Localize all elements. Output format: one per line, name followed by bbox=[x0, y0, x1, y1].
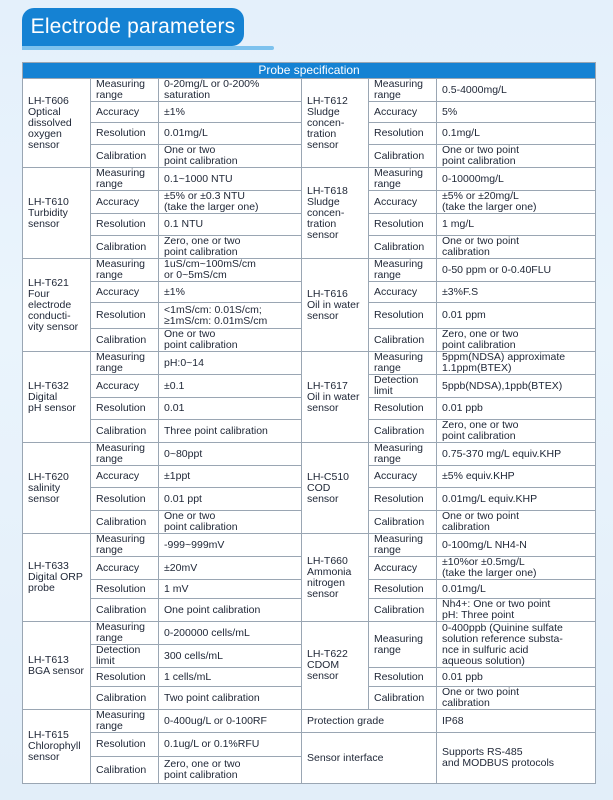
param-label: Accuracy bbox=[91, 282, 159, 303]
param-value: 1 mg/L bbox=[437, 214, 596, 236]
param-value: Zero, one or two point calibration bbox=[437, 420, 596, 443]
param-label: Measuring range bbox=[369, 443, 437, 466]
section-header bbox=[22, 8, 244, 46]
param-label: Measuring range bbox=[91, 352, 159, 375]
param-value: 0-20mg/L or 0-200% saturation bbox=[159, 79, 302, 102]
param-label: Calibration bbox=[91, 236, 159, 259]
probe-name: LH-T606 Optical dissolved oxygen sensor bbox=[23, 79, 91, 168]
param-label: Resolution bbox=[369, 303, 437, 329]
probe-name: LH-T632 Digital pH sensor bbox=[23, 352, 91, 443]
param-value: One point calibration bbox=[159, 599, 302, 622]
param-label: Resolution bbox=[91, 733, 159, 757]
param-value: 0.01 bbox=[159, 398, 302, 420]
probe-name: LH-T618 Sludge concen- tration sensor bbox=[302, 168, 369, 259]
param-value: 0.01mg/L equiv.KHP bbox=[437, 488, 596, 511]
param-label: Measuring range bbox=[369, 259, 437, 282]
table-row bbox=[23, 259, 596, 282]
param-value: 0.1~1000 NTU bbox=[159, 168, 302, 191]
param-value: pH:0~14 bbox=[159, 352, 302, 375]
table-row bbox=[23, 710, 596, 733]
param-value: 5ppm(NDSA) approximate 1.1ppm(BTEX) bbox=[437, 352, 596, 375]
param-value: ±1ppt bbox=[159, 466, 302, 488]
param-value: 0.01 ppm bbox=[437, 303, 596, 329]
param-label: Calibration bbox=[369, 420, 437, 443]
param-value: 0.01mg/L bbox=[437, 580, 596, 599]
param-value: 0-100mg/L NH4-N bbox=[437, 534, 596, 557]
param-label: Measuring range bbox=[91, 259, 159, 282]
param-label: Accuracy bbox=[369, 466, 437, 488]
probe-name: LH-T610 Turbidity sensor bbox=[23, 168, 91, 259]
param-value: ±3%F.S bbox=[437, 282, 596, 303]
param-value: ±5% or ±20mg/L (take the larger one) bbox=[437, 191, 596, 214]
param-value: ±5% or ±0.3 NTU (take the larger one) bbox=[159, 191, 302, 214]
table-row bbox=[23, 534, 596, 557]
table-row bbox=[23, 622, 596, 645]
param-label: Calibration bbox=[91, 599, 159, 622]
param-label: Resolution bbox=[91, 580, 159, 599]
param-label: Measuring range bbox=[91, 79, 159, 102]
param-value: Zero, one or two point calibration bbox=[437, 329, 596, 352]
param-label: Accuracy bbox=[91, 102, 159, 123]
param-value: Three point calibration bbox=[159, 420, 302, 443]
probe-name: LH-T620 salinity sensor bbox=[23, 443, 91, 534]
param-value: ±5% equiv.KHP bbox=[437, 466, 596, 488]
param-value: 0.75-370 mg/L equiv.KHP bbox=[437, 443, 596, 466]
param-label: Measuring range bbox=[91, 622, 159, 645]
spec-label: Sensor interface bbox=[302, 733, 437, 784]
param-label: Resolution bbox=[369, 488, 437, 511]
probe-name: LH-T633 Digital ORP probe bbox=[23, 534, 91, 622]
param-label: Measuring range bbox=[369, 168, 437, 191]
param-value: One or two point point calibration bbox=[437, 145, 596, 168]
table-row bbox=[23, 352, 596, 375]
param-label: Resolution bbox=[369, 123, 437, 145]
param-label: Calibration bbox=[369, 236, 437, 259]
param-label: Measuring range bbox=[369, 79, 437, 102]
param-label: Measuring range bbox=[91, 534, 159, 557]
param-value: Zero, one or two point calibration bbox=[159, 757, 302, 784]
param-value: One or two point calibration bbox=[159, 145, 302, 168]
param-label: Measuring range bbox=[369, 622, 437, 668]
spec-value: Supports RS-485 and MODBUS protocols bbox=[437, 733, 596, 784]
param-value: <1mS/cm: 0.01S/cm; ≥1mS/cm: 0.01mS/cm bbox=[159, 303, 302, 329]
param-label: Resolution bbox=[369, 668, 437, 687]
param-label: Measuring range bbox=[369, 534, 437, 557]
table-header-row bbox=[23, 63, 596, 79]
param-label: Calibration bbox=[91, 757, 159, 784]
table-title: Probe specification bbox=[23, 63, 596, 79]
param-label: Accuracy bbox=[369, 557, 437, 580]
page-title: Electrode parameters bbox=[30, 15, 236, 38]
param-value: Zero, one or two point calibration bbox=[159, 236, 302, 259]
param-value: 0~80ppt bbox=[159, 443, 302, 466]
param-value: 0.01 ppb bbox=[437, 398, 596, 420]
param-label: Calibration bbox=[369, 599, 437, 622]
param-label: Detection limit bbox=[369, 375, 437, 398]
param-value: 0-400ppb (Quinine sulfate solution reference substa- nce in sulfuric acid aqueous solution) bbox=[437, 622, 596, 668]
probe-name: LH-T660 Ammonia nitrogen sensor bbox=[302, 534, 369, 622]
param-value: 0.1 NTU bbox=[159, 214, 302, 236]
table-row bbox=[23, 443, 596, 466]
param-label: Resolution bbox=[91, 668, 159, 687]
probe-name: LH-T612 Sludge concen- tration sensor bbox=[302, 79, 369, 168]
param-value: 0.01 ppt bbox=[159, 488, 302, 511]
param-label: Detection limit bbox=[91, 645, 159, 668]
param-label: Measuring range bbox=[91, 168, 159, 191]
spec-value: IP68 bbox=[437, 710, 596, 733]
param-value: ±1% bbox=[159, 282, 302, 303]
param-label: Calibration bbox=[369, 687, 437, 710]
param-label: Resolution bbox=[91, 488, 159, 511]
param-label: Resolution bbox=[369, 398, 437, 420]
param-label: Accuracy bbox=[369, 282, 437, 303]
param-label: Calibration bbox=[369, 511, 437, 534]
param-label: Measuring range bbox=[91, 443, 159, 466]
param-label: Measuring range bbox=[369, 352, 437, 375]
param-label: Calibration bbox=[91, 329, 159, 352]
param-label: Accuracy bbox=[91, 375, 159, 398]
probe-name: LH-T613 BGA sensor bbox=[23, 622, 91, 710]
probe-name: LH-T615 Chlorophyll sensor bbox=[23, 710, 91, 784]
table-row bbox=[23, 79, 596, 102]
param-value: 1 mV bbox=[159, 580, 302, 599]
param-label: Calibration bbox=[369, 329, 437, 352]
param-value: 1 cells/mL bbox=[159, 668, 302, 687]
probe-name: LH-T616 Oil in water sensor bbox=[302, 259, 369, 352]
param-value: 0-10000mg/L bbox=[437, 168, 596, 191]
param-value: One or two point calibration bbox=[159, 511, 302, 534]
param-label: Resolution bbox=[91, 398, 159, 420]
param-label: Resolution bbox=[91, 303, 159, 329]
param-value: 0.01 ppb bbox=[437, 668, 596, 687]
param-value: One or two point calibration bbox=[437, 236, 596, 259]
param-value: -999~999mV bbox=[159, 534, 302, 557]
param-value: ±10%or ±0.5mg/L (take the larger one) bbox=[437, 557, 596, 580]
table-row bbox=[23, 733, 596, 757]
param-value: 0.1ug/L or 0.1%RFU bbox=[159, 733, 302, 757]
param-label: Resolution bbox=[91, 214, 159, 236]
param-label: Accuracy bbox=[91, 466, 159, 488]
param-value: One or two point calibration bbox=[437, 511, 596, 534]
param-value: One or two point calibration bbox=[437, 687, 596, 710]
param-value: 0.5-4000mg/L bbox=[437, 79, 596, 102]
param-label: Calibration bbox=[369, 145, 437, 168]
param-value: 5ppb(NDSA),1ppb(BTEX) bbox=[437, 375, 596, 398]
param-value: 300 cells/mL bbox=[159, 645, 302, 668]
param-label: Accuracy bbox=[91, 557, 159, 580]
table-body bbox=[23, 79, 596, 784]
param-value: 0-200000 cells/mL bbox=[159, 622, 302, 645]
probe-name: LH-T617 Oil in water sensor bbox=[302, 352, 369, 443]
param-label: Measuring range bbox=[91, 710, 159, 733]
param-value: ±0.1 bbox=[159, 375, 302, 398]
param-label: Resolution bbox=[91, 123, 159, 145]
param-value: 5% bbox=[437, 102, 596, 123]
table-row bbox=[23, 168, 596, 191]
param-value: Nh4+: One or two point pH: Three point bbox=[437, 599, 596, 622]
param-value: One or two point calibration bbox=[159, 329, 302, 352]
param-value: 1uS/cm~100mS/cm or 0~5mS/cm bbox=[159, 259, 302, 282]
param-value: ±20mV bbox=[159, 557, 302, 580]
param-value: Two point calibration bbox=[159, 687, 302, 710]
param-label: Calibration bbox=[91, 687, 159, 710]
param-value: 0-50 ppm or 0-0.40FLU bbox=[437, 259, 596, 282]
spec-label: Protection grade bbox=[302, 710, 437, 733]
probe-name: LH-T622 CDOM sensor bbox=[302, 622, 369, 710]
probe-name: LH-C510 COD sensor bbox=[302, 443, 369, 534]
param-value: ±1% bbox=[159, 102, 302, 123]
probe-name: LH-T621 Four electrode conducti- vity sensor bbox=[23, 259, 91, 352]
param-label: Calibration bbox=[91, 145, 159, 168]
param-label: Accuracy bbox=[369, 102, 437, 123]
param-label: Accuracy bbox=[369, 191, 437, 214]
param-label: Calibration bbox=[91, 420, 159, 443]
param-label: Accuracy bbox=[91, 191, 159, 214]
param-value: 0.1mg/L bbox=[437, 123, 596, 145]
probe-spec-table bbox=[22, 62, 596, 784]
param-value: 0.01mg/L bbox=[159, 123, 302, 145]
param-label: Resolution bbox=[369, 214, 437, 236]
param-value: 0-400ug/L or 0-100RF bbox=[159, 710, 302, 733]
header-accent-bar bbox=[22, 46, 274, 50]
param-label: Resolution bbox=[369, 580, 437, 599]
param-label: Calibration bbox=[91, 511, 159, 534]
